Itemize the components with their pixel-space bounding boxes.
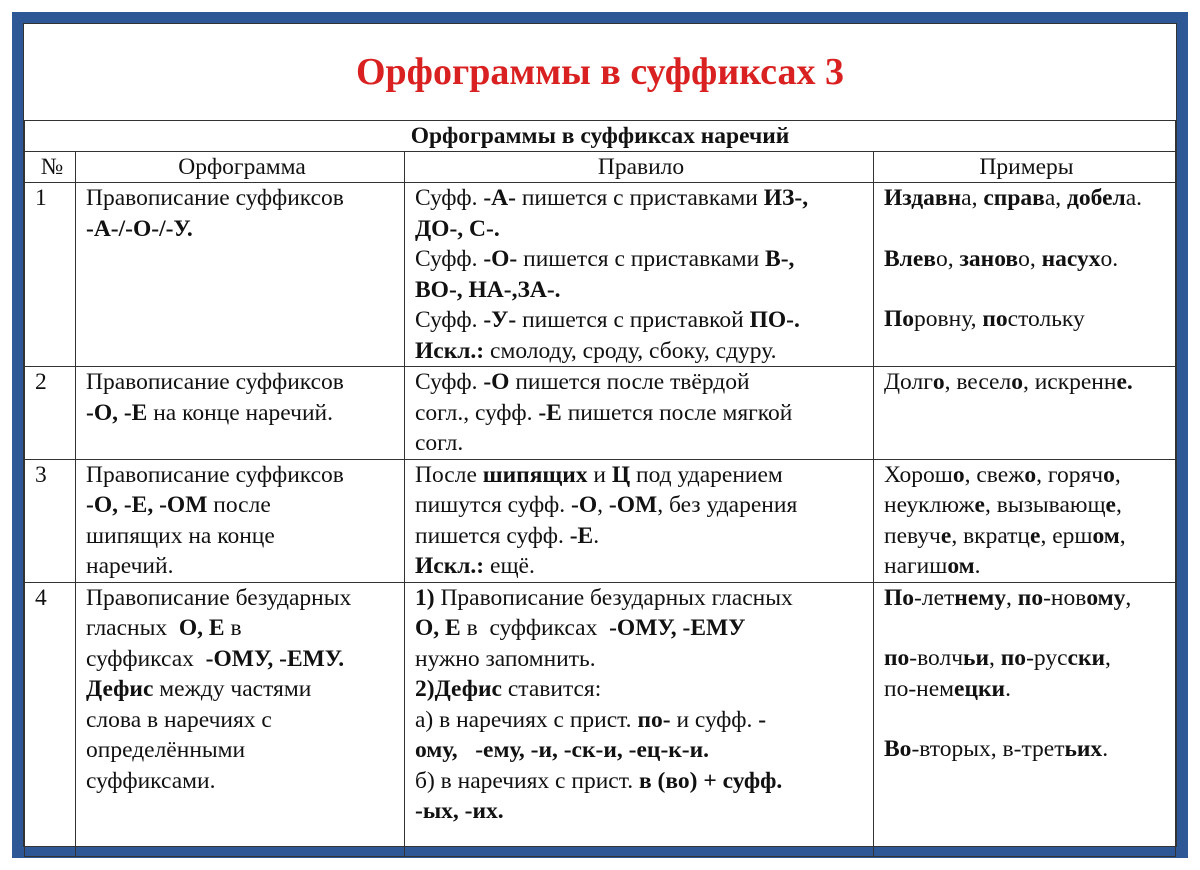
text: , вызывающ — [984, 492, 1106, 518]
orthogram-cell — [76, 183, 405, 367]
text: , — [970, 306, 983, 332]
text: . — [1136, 185, 1143, 211]
text: ьи — [963, 645, 990, 671]
text: -О- — [483, 246, 518, 272]
text: , — [1125, 584, 1132, 611]
text: е — [940, 522, 952, 549]
text: о — [1018, 245, 1030, 272]
text: а — [961, 185, 972, 211]
text: ПО-. — [749, 307, 800, 333]
text: ом — [1092, 522, 1120, 549]
text: По — [884, 584, 915, 611]
table-row — [25, 183, 1176, 367]
text: , — [1114, 461, 1121, 488]
orthogram-cell — [76, 367, 405, 460]
text: пишется после мягкой — [561, 399, 793, 426]
text: между частями — [153, 676, 312, 702]
text: о — [1011, 369, 1023, 395]
text: слова в наречиях с — [86, 706, 272, 733]
text: -ОМУ, -ЕМУ. — [205, 645, 345, 672]
text: , свеж — [964, 461, 1025, 488]
text: насух — [1041, 245, 1101, 272]
text: Правописание суффиксов — [86, 185, 344, 211]
text: по — [1000, 645, 1027, 671]
text: по — [982, 306, 1008, 332]
text: занов — [959, 245, 1019, 272]
header-examples: Примеры — [874, 152, 1176, 183]
table-row — [25, 367, 1176, 460]
text: . — [1005, 675, 1011, 702]
text: , — [1006, 584, 1018, 611]
text: по — [1017, 584, 1044, 611]
text: в суффиксах — [460, 615, 610, 641]
text: на конце наречий. — [147, 399, 333, 426]
text: нему — [954, 584, 1007, 611]
rule-cell — [405, 582, 874, 856]
text: Искл.: — [415, 553, 485, 579]
text: и — [587, 461, 612, 488]
text: Во — [884, 736, 912, 762]
text: е — [1105, 492, 1116, 518]
text: - — [758, 706, 767, 733]
text: , весел — [944, 369, 1012, 395]
header-num: № — [25, 152, 76, 183]
text: О, Е — [415, 615, 461, 641]
orthogram-cell — [76, 582, 405, 856]
text: гласных — [86, 615, 179, 641]
text: наречий. — [86, 553, 174, 579]
examples-cell — [874, 183, 1176, 367]
text: Долг — [884, 369, 933, 395]
text: после — [207, 492, 271, 518]
examples-cell — [874, 367, 1176, 460]
text: ом — [947, 553, 975, 579]
text: -Е — [538, 399, 562, 426]
text: Искл.: — [415, 337, 485, 364]
text: ещё. — [484, 553, 535, 579]
table-header-row — [25, 152, 1176, 183]
text: определёнными — [86, 737, 246, 763]
text: а) в наречиях с прист. — [415, 706, 638, 733]
text: о — [935, 245, 948, 272]
text: . — [593, 522, 600, 549]
text: и суфф. — [670, 706, 759, 733]
text: Суфф. — [415, 185, 484, 211]
header-orthogram: Орфограмма — [76, 152, 405, 183]
text: е — [1030, 522, 1041, 549]
text: -А-/-О-/-У. — [86, 215, 193, 242]
text: Ц — [611, 461, 631, 488]
text: , — [947, 245, 960, 272]
text: -вторых, в — [911, 736, 1014, 762]
text: Правописание безударных — [86, 584, 352, 611]
text: согл. — [415, 430, 464, 456]
text: в (во) + суфф. — [638, 767, 783, 794]
text: неуклюж — [884, 492, 975, 518]
text: пишется суфф. — [415, 522, 570, 549]
text: -Е — [569, 522, 594, 549]
text: смолоду, сроду, сбоку, сдуру. — [484, 337, 777, 364]
table-subtitle: Орфограммы в суффиксах наречий — [25, 121, 1176, 152]
text: , горяч — [1036, 461, 1104, 488]
text: по- — [637, 706, 671, 733]
table-row — [25, 582, 1176, 856]
text: -О — [483, 369, 510, 395]
text: , ерш — [1040, 522, 1093, 549]
text: пишется с приставкой — [516, 307, 750, 333]
text: ому — [1086, 584, 1126, 611]
text: -О — [571, 492, 598, 518]
text: , — [971, 185, 984, 211]
text: е — [974, 492, 985, 518]
text: нагиш — [884, 553, 948, 579]
row-num: 1 — [25, 183, 76, 367]
text: согл., суфф. — [415, 399, 539, 426]
text: шипящих — [482, 461, 588, 488]
text: -трет — [1013, 736, 1065, 762]
text: по-нем — [884, 675, 955, 702]
text: Правописание суффиксов — [86, 369, 344, 395]
text: ьих — [1064, 736, 1103, 762]
text: б) в наречиях с прист. — [415, 767, 639, 794]
page-frame — [12, 12, 1188, 858]
text: а — [1125, 185, 1137, 211]
text: -рус — [1026, 645, 1068, 671]
text: о — [952, 461, 965, 488]
text: добел — [1067, 185, 1126, 211]
text: После — [415, 461, 483, 488]
text: -У- — [483, 307, 517, 333]
text: ставится: — [501, 676, 602, 702]
rule-cell — [405, 183, 874, 367]
text: Правописание суффиксов — [86, 461, 344, 488]
table-row — [25, 459, 1176, 582]
text: е. — [1116, 369, 1133, 395]
text: о — [1100, 245, 1113, 272]
text: -ых, -их. — [415, 798, 504, 824]
text: , — [1115, 492, 1122, 518]
text: -О, -Е — [86, 399, 148, 426]
text: пишется после твёрдой — [509, 369, 750, 395]
header-rule: Правило — [405, 152, 874, 183]
text: по — [884, 645, 910, 671]
text: -А- — [483, 185, 516, 211]
text: стольку — [1007, 306, 1085, 332]
text: -О, -Е, -ОМ — [86, 492, 208, 518]
text: Дефис — [86, 676, 154, 702]
sheet — [23, 23, 1177, 847]
text: 1) — [415, 584, 435, 611]
text: певуч — [884, 522, 941, 549]
row-num: 4 — [25, 582, 76, 856]
text: , — [1105, 645, 1111, 671]
orthogram-cell — [76, 459, 405, 582]
text: 2)Дефис — [415, 676, 502, 702]
text: О, Е — [178, 615, 225, 641]
text: , — [597, 492, 609, 518]
text: ровну — [914, 306, 971, 332]
text: о — [932, 369, 945, 395]
text: ДО-, С-. — [415, 215, 500, 242]
text: суффиксах — [86, 645, 206, 672]
text: в — [224, 615, 242, 641]
rule-cell — [405, 459, 874, 582]
text: ИЗ-, — [763, 185, 809, 211]
text: В-, — [765, 246, 795, 272]
text: По — [884, 306, 915, 332]
text: под ударением — [630, 461, 783, 488]
text: , искренн — [1022, 369, 1117, 395]
text: -ОМ — [608, 492, 658, 518]
rule-cell — [405, 367, 874, 460]
text: -ОМУ, -ЕМУ — [609, 615, 746, 641]
text: ВО-, НА-,ЗА-. — [415, 276, 561, 303]
text: Издавн — [884, 185, 962, 211]
text: , вкратц — [951, 522, 1030, 549]
text: Правописание безударных гласных — [434, 584, 793, 611]
text: -лет — [914, 584, 955, 611]
text: . — [974, 553, 981, 579]
text: , — [1029, 245, 1042, 272]
text: , — [1119, 522, 1126, 549]
text: нужно запомнить. — [415, 645, 596, 672]
text: Хорош — [884, 461, 953, 488]
text: Суфф. — [415, 307, 484, 333]
text: о — [1103, 461, 1115, 488]
text: пишутся суфф. — [415, 492, 572, 518]
text: , — [1055, 185, 1068, 211]
text: . — [1112, 245, 1119, 272]
text: . — [1102, 736, 1109, 762]
text: о — [1024, 461, 1037, 488]
text: Влев — [884, 245, 936, 272]
text: -нов — [1043, 584, 1087, 611]
row-num: 2 — [25, 367, 76, 460]
text: справ — [983, 185, 1045, 211]
text: , — [989, 645, 1001, 671]
text: -волч — [909, 645, 964, 671]
text: , без ударения — [657, 492, 798, 518]
rules-table — [24, 120, 1176, 857]
text: шипящих на конце — [86, 522, 275, 549]
text: а — [1044, 185, 1056, 211]
text: пишется с приставками — [517, 246, 766, 272]
examples-cell — [874, 459, 1176, 582]
text: ски — [1067, 645, 1106, 671]
page-title: Орфограммы в суффиксах 3 — [355, 51, 844, 93]
text: пишется с приставками — [515, 185, 764, 211]
text: ецки — [954, 675, 1006, 702]
row-num: 3 — [25, 459, 76, 582]
text: ому, -ему, -и, -ск-и, -ец-к-и. — [415, 737, 710, 763]
text: Суфф. — [415, 369, 484, 395]
examples-cell — [874, 582, 1176, 856]
text: суффиксами. — [86, 767, 216, 794]
text: Суфф. — [415, 246, 484, 272]
